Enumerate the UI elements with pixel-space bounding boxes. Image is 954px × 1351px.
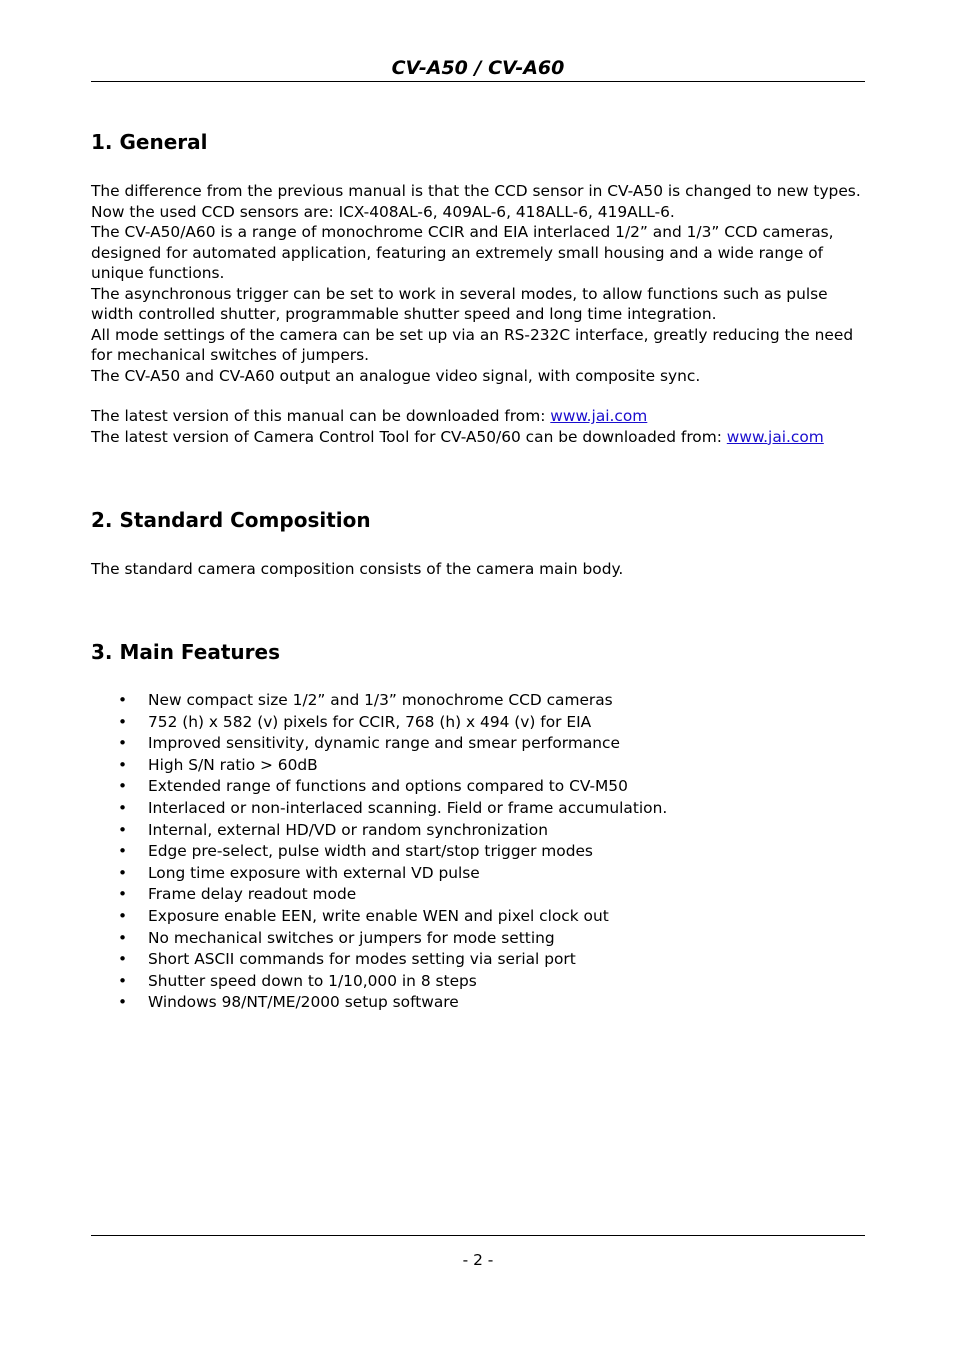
download-tool-line — [91, 427, 866, 448]
general-paragraph: The difference from the previous manual is that the CCD sensor in CV-A50 is changed to new types. Now the used CCD sensors are: ICX-408AL-6, 409AL-6, 418ALL-6, 419ALL-6. — [91, 182, 861, 221]
document-header-title: CV-A50 / CV-A60 — [391, 57, 565, 79]
feature-item: • New compact size 1/2” and 1/3” monochrome CCD cameras — [91, 690, 667, 712]
download-tool-text: The latest version of Camera Control Tool for CV-A50/60 can be downloaded from: — [91, 427, 727, 446]
header-divider — [91, 81, 865, 82]
feature-item: • Long time exposure with external VD pulse — [91, 863, 667, 885]
feature-item: • Short ASCII commands for modes setting via serial port — [91, 949, 667, 971]
general-paragraph: All mode settings of the camera can be set up via an RS-232C interface, greatly reducing the need for mechanical switches of jumpers. — [91, 325, 854, 364]
download-tool-link[interactable]: www.jai.com — [726, 427, 824, 446]
section-heading-composition: 2. Standard Composition — [91, 508, 371, 532]
feature-item: • Improved sensitivity, dynamic range and smear performance — [91, 733, 667, 755]
feature-item: • 752 (h) x 582 (v) pixels for CCIR, 768 (h) x 494 (v) for EIA — [91, 712, 667, 734]
composition-text — [91, 559, 866, 580]
feature-item: • Interlaced or non-interlaced scanning. Field or frame accumulation. — [91, 798, 667, 820]
composition-paragraph: The standard camera composition consists of the camera main body. — [91, 560, 624, 578]
download-manual-text: The latest version of this manual can be downloaded from: — [91, 407, 551, 425]
download-manual-link[interactable]: www.jai.com — [550, 407, 648, 425]
feature-item: • Extended range of functions and options compared to CV-M50 — [91, 776, 667, 798]
feature-item: • High S/N ratio > 60dB — [91, 755, 667, 777]
page-number: - 2 - — [462, 1251, 494, 1269]
general-paragraphs — [91, 181, 866, 386]
download-manual-line — [91, 406, 866, 427]
section-heading-features: 3. Main Features — [91, 640, 280, 664]
general-paragraph: The asynchronous trigger can be set to work in several modes, to allow functions such as pulse width controlled shutter, programmable shutter speed and long time integration. — [91, 284, 828, 323]
section-heading-general: 1. General — [91, 130, 208, 154]
feature-item: • No mechanical switches or jumpers for mode setting — [91, 928, 667, 950]
features-list — [91, 690, 667, 1014]
feature-item: • Internal, external HD/VD or random synchronization — [91, 820, 667, 842]
general-paragraph: The CV-A50 and CV-A60 output an analogue video signal, with composite sync. — [91, 366, 701, 385]
feature-item: • Shutter speed down to 1/10,000 in 8 steps — [91, 971, 667, 993]
feature-item: • Edge pre-select, pulse width and start/stop trigger modes — [91, 841, 667, 863]
feature-item: • Frame delay readout mode — [91, 884, 667, 906]
feature-item: • Windows 98/NT/ME/2000 setup software — [91, 992, 667, 1014]
footer-divider — [91, 1235, 865, 1236]
download-info — [91, 406, 866, 447]
general-paragraph: The CV-A50/A60 is a range of monochrome CCIR and EIA interlaced 1/2” and 1/3” CCD cameras, designed for automated application, featuring an extremely small housing and a wide range of unique functions. — [91, 223, 834, 282]
feature-item: • Exposure enable EEN, write enable WEN and pixel clock out — [91, 906, 667, 928]
